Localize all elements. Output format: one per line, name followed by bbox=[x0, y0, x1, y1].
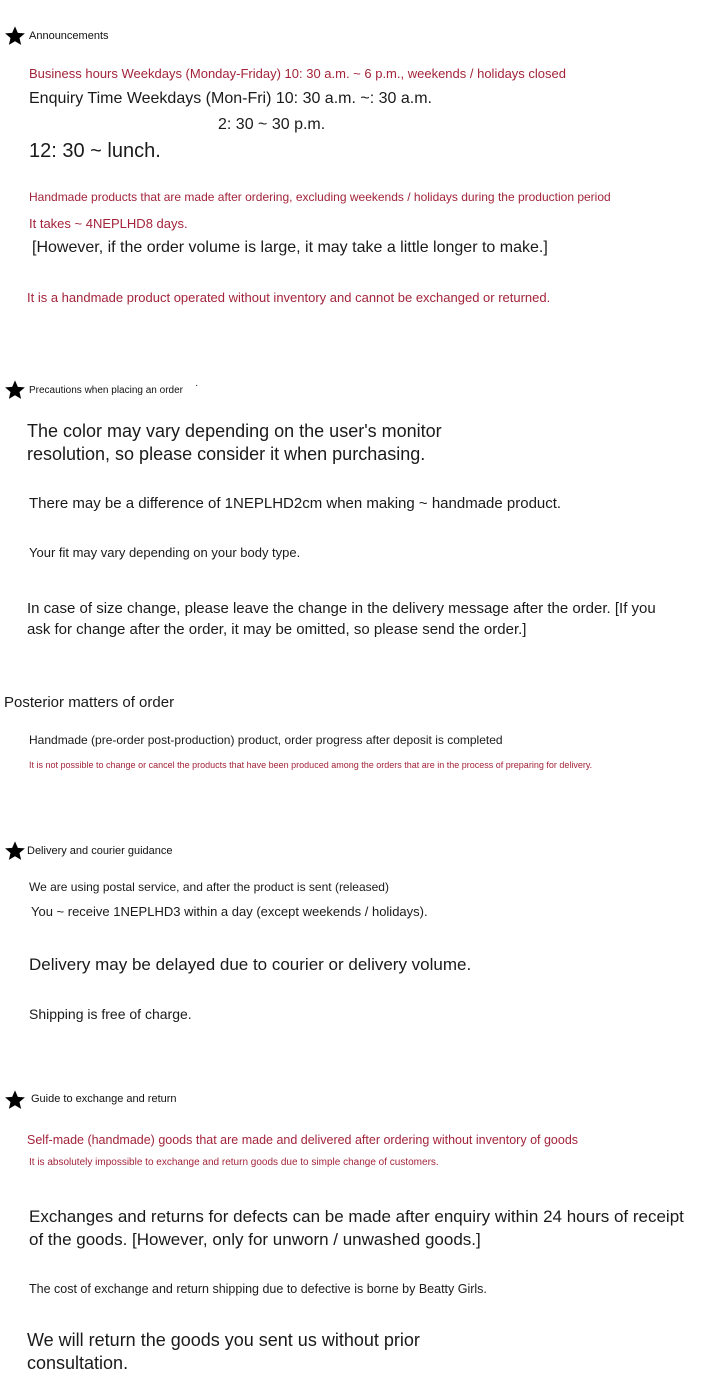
defect-exchange-note: Exchanges and returns for defects can be made after enquiry within 24 hours of receipt of the goods. [However, only for unworn / unwashed goods.] bbox=[29, 1207, 684, 1249]
section-heading-exchange: Guide to exchange and return bbox=[31, 1093, 177, 1105]
enquiry-time: Enquiry Time Weekdays (Mon-Fri) 10: 30 a.m. ~: 30 a.m. bbox=[29, 90, 432, 107]
receive-note: You ~ receive 1NEPLHD3 within a day (except weekends / holidays). bbox=[31, 904, 428, 919]
heading-dot: · bbox=[195, 380, 199, 391]
postal-note: We are using postal service, and after the product is sent (released) bbox=[29, 880, 389, 894]
star-icon bbox=[4, 1089, 26, 1111]
order-progress-note: Handmade (pre-order post-production) product, order progress after deposit is completed bbox=[29, 733, 503, 747]
exchange-impossible-note: It is absolutely impossible to exchange and return goods due to simple change of customers. bbox=[29, 1157, 439, 1168]
star-icon bbox=[4, 379, 26, 401]
fit-note: Your fit may vary depending on your body type. bbox=[29, 545, 301, 560]
free-shipping-note: Shipping is free of charge. bbox=[29, 1006, 192, 1022]
no-cancel-note: It is not possible to change or cancel the products that have been produced among the orders that are in the process of preparing for delivery. bbox=[29, 760, 593, 770]
star-icon bbox=[4, 840, 26, 862]
section-heading-posterior: Posterior matters of order bbox=[4, 694, 175, 711]
enquiry-time-2: 2: 30 ~ 30 p.m. bbox=[218, 116, 326, 133]
no-inventory-note: It is a handmade product operated without inventory and cannot be exchanged or returned. bbox=[27, 290, 551, 305]
business-hours: Business hours Weekdays (Monday-Friday) 10: 30 a.m. ~ 6 p.m., weekends / holidays closed bbox=[29, 66, 566, 81]
shipping-cost-note: The cost of exchange and return shipping due to defective is borne by Beatty Girls. bbox=[29, 1282, 487, 1296]
handmade-note: Handmade products that are made after ordering, excluding weekends / holidays during the production period bbox=[29, 190, 611, 204]
delay-note: Delivery may be delayed due to courier or delivery volume. bbox=[29, 955, 472, 974]
section-heading-announcements: Announcements bbox=[29, 30, 109, 42]
production-days: It takes ~ 4NEPLHD8 days. bbox=[29, 216, 188, 231]
color-vary-note: The color may vary depending on the user's monitor resolution, so please consider it when purchasing. bbox=[27, 421, 442, 464]
section-heading-precautions: Precautions when placing an order bbox=[29, 385, 183, 396]
lunch-note: 12: 30 ~ lunch. bbox=[29, 140, 161, 162]
self-made-note: Self-made (handmade) goods that are made and delivered after ordering without inventory of goods bbox=[27, 1133, 579, 1147]
return-without-consultation-note: We will return the goods you sent us without prior consultation. bbox=[27, 1330, 420, 1373]
star-icon bbox=[4, 25, 26, 47]
size-difference-note: There may be a difference of 1NEPLHD2cm when making ~ handmade product. bbox=[29, 495, 562, 512]
large-volume-note: [However, if the order volume is large, it may take a little longer to make.] bbox=[32, 239, 548, 256]
size-change-note: In case of size change, please leave the change in the delivery message after the order. [If you ask for change after the order, it may be omitted, so please send the order.] bbox=[27, 600, 656, 638]
section-heading-delivery: Delivery and courier guidance bbox=[27, 845, 173, 857]
